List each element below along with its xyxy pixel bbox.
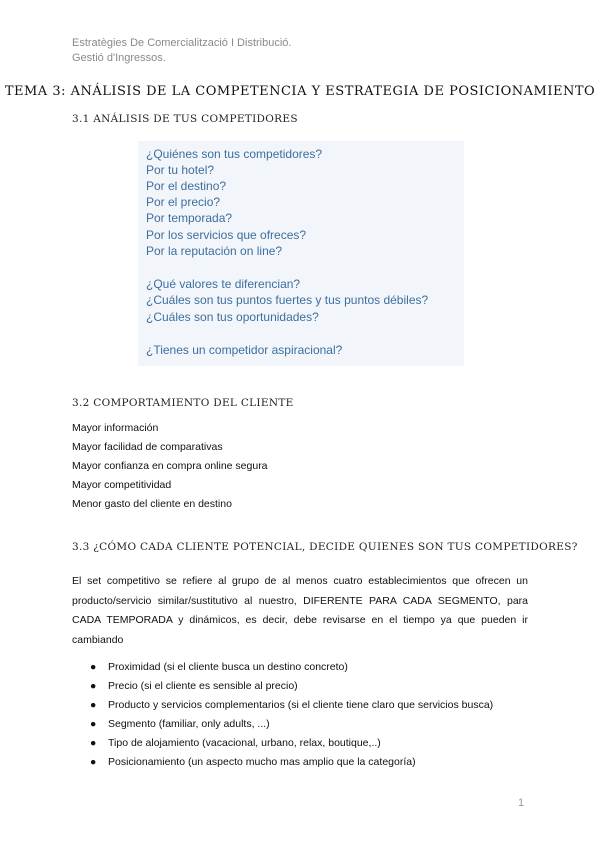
- box-line: Por los servicios que ofreces?: [146, 228, 307, 242]
- bullet-text: Producto y servicios complementarios (si el cliente tiene claro que servicios busca): [108, 699, 494, 711]
- competitive-set-paragraph: El set competitivo se refiere al grupo de al menos cuatro establecimientos que ofrecen un producto/servicio similar/sustitutivo al nuestro, DIFERENTE PARA CADA SEGMENTO, para CADA TEMPORADA y dinámicos, es decir, debe revisarse en el tiempo ya que pueden ir cambiando: [72, 575, 528, 646]
- box-line: ¿Cuáles son tus puntos fuertes y tus puntos débiles?: [146, 293, 429, 307]
- bullet-text: Segmento (familiar, only adults, ...): [108, 718, 270, 730]
- box-line: ¿Qué valores te diferencian?: [146, 277, 301, 291]
- box-line: ¿Quiénes son tus competidores?: [146, 147, 323, 161]
- criteria-bullet: [90, 699, 493, 711]
- box-line: ¿Tienes un competidor aspiracional?: [146, 343, 343, 357]
- criteria-bullet: [90, 680, 298, 692]
- section-1-heading: 3.1 ANÁLISIS DE TUS COMPETIDORES: [72, 113, 298, 125]
- bullet-text: Precio (si el cliente es sensible al precio): [108, 680, 298, 692]
- bullet-dot-icon: ●: [90, 680, 97, 692]
- header-line-2: Gestió d'Ingressos.: [72, 52, 166, 64]
- criteria-bullet: [90, 756, 416, 768]
- bullet-dot-icon: ●: [90, 718, 97, 730]
- competitor-questions-box: [138, 141, 464, 366]
- criteria-bullet: [90, 661, 348, 673]
- bullet-dot-icon: ●: [90, 661, 97, 673]
- bullet-dot-icon: ●: [90, 699, 97, 711]
- box-line: Por la reputación on line?: [146, 244, 283, 258]
- document-title: TEMA 3: ANÁLISIS DE LA COMPETENCIA Y ESTRATEGIA DE POSICIONAMIENTO: [4, 84, 596, 99]
- section-3-heading: 3.3 ¿CÓMO CADA CLIENTE POTENCIAL, DECIDE QUIENES SON TUS COMPETIDORES?: [72, 541, 578, 553]
- behavior-item: Mayor competitividad: [72, 479, 172, 491]
- box-line: Por el destino?: [146, 179, 227, 193]
- page-number: 1: [518, 797, 525, 809]
- bullet-text: Proximidad (si el cliente busca un destino concreto): [108, 661, 348, 673]
- bullet-text: Tipo de alojamiento (vacacional, urbano, relax, boutique,..): [108, 737, 381, 749]
- bullet-text: Posicionamiento (un aspecto mucho mas amplio que la categoría): [108, 756, 416, 768]
- box-line: Por tu hotel?: [146, 163, 215, 177]
- box-line: Por el precio?: [146, 195, 221, 209]
- criteria-bullet: [90, 737, 381, 749]
- bullet-dot-icon: ●: [90, 737, 97, 749]
- behavior-item: Mayor información: [72, 422, 159, 434]
- section-2-heading: 3.2 COMPORTAMIENTO DEL CLIENTE: [72, 397, 294, 409]
- bullet-dot-icon: ●: [90, 756, 97, 768]
- behavior-item: Mayor confianza en compra online segura: [72, 460, 268, 472]
- behavior-item: Mayor facilidad de comparativas: [72, 441, 223, 453]
- header-line-1: Estratègies De Comercialització I Distribució.: [72, 37, 292, 49]
- behavior-item: Menor gasto del cliente en destino: [72, 498, 232, 510]
- box-line: ¿Cuáles son tus oportunidades?: [146, 310, 319, 324]
- criteria-bullet: [90, 718, 270, 730]
- page-header: [72, 36, 291, 66]
- box-line: Por temporada?: [146, 211, 233, 225]
